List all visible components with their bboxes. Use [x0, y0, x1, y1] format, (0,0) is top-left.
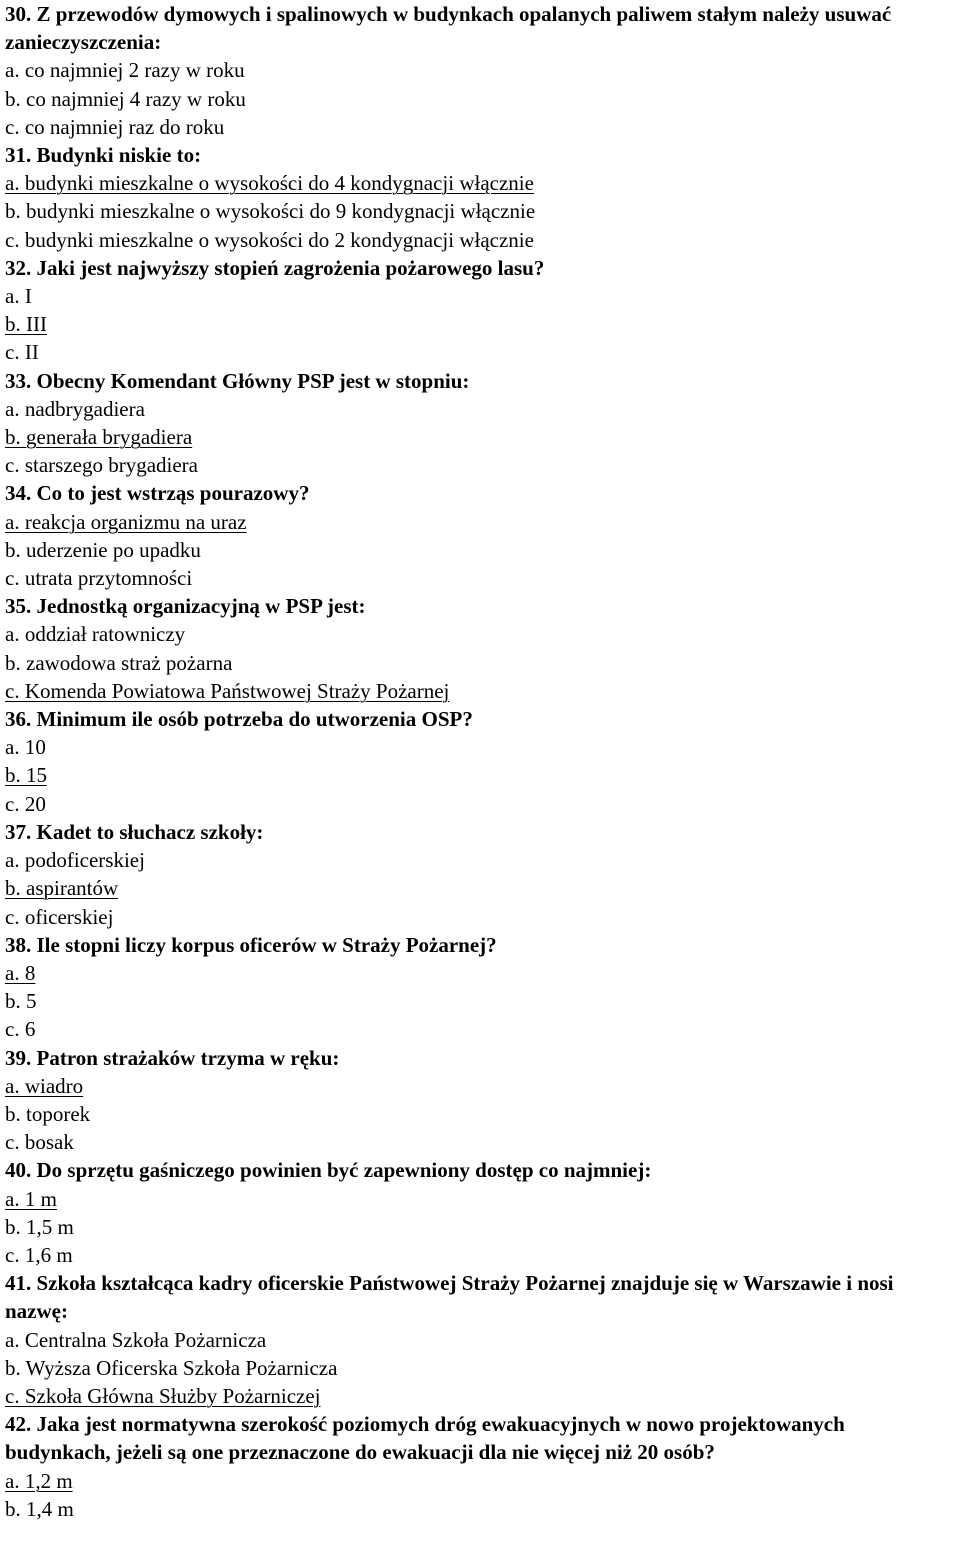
- answer-option: [5, 85, 955, 113]
- answer-text: c. utrata przytomności: [5, 566, 193, 591]
- question-title: 34. Co to jest wstrząs pourazowy?: [5, 481, 310, 506]
- answer-option: [5, 790, 955, 818]
- answer-text: a. podoficerskiej: [5, 848, 145, 873]
- answer-text: b. budynki mieszkalne o wysokości do 9 kondygnacji włącznie: [5, 199, 536, 224]
- answer-option: [5, 733, 955, 761]
- answer-option: [5, 1100, 955, 1128]
- answer-text: c. 6: [5, 1017, 36, 1042]
- question-title: 42. Jaka jest normatywna szerokość poziomych dróg ewakuacyjnych w nowo projektowanych budynkach, jeżeli są one przeznaczone do ewakuacji dla nie więcej niż 20 osób?: [5, 1412, 851, 1465]
- answer-text: c. II: [5, 340, 39, 365]
- answer-option-marked: [5, 761, 955, 789]
- question-title: 40. Do sprzętu gaśniczego powinien być zapewniony dostęp co najmniej:: [5, 1158, 652, 1183]
- question-block: [5, 254, 955, 367]
- answer-text: b. aspirantów: [5, 876, 119, 901]
- answer-option-marked: [5, 1467, 955, 1495]
- question-title: 36. Minimum ile osób potrzeba do utworzenia OSP?: [5, 707, 473, 732]
- answer-text: c. oficerskiej: [5, 904, 114, 929]
- answer-text: b. Wyższa Oficerska Szkoła Pożarnicza: [5, 1355, 338, 1380]
- answer-text: a. oddział ratowniczy: [5, 622, 186, 647]
- answer-option-marked: [5, 1185, 955, 1213]
- answer-option-marked: [5, 874, 955, 902]
- question-title: 33. Obecny Komendant Główny PSP jest w stopniu:: [5, 368, 470, 393]
- question-title: 35. Jednostką organizacyjną w PSP jest:: [5, 594, 366, 619]
- answer-option-marked: [5, 310, 955, 338]
- question-block: [5, 1044, 955, 1157]
- answer-text: c. budynki mieszkalne o wysokości do 2 kondygnacji włącznie: [5, 227, 534, 252]
- question-title: 32. Jaki jest najwyższy stopień zagrożenia pożarowego lasu?: [5, 255, 545, 280]
- answer-option: [5, 451, 955, 479]
- answer-option: [5, 564, 955, 592]
- answer-text: c. Komenda Powiatowa Państwowej Straży Pożarnej: [5, 678, 450, 703]
- answer-text: c. Szkoła Główna Służby Pożarniczej: [5, 1383, 321, 1408]
- answer-option: [5, 1128, 955, 1156]
- question-block: [5, 367, 955, 480]
- answer-option: [5, 536, 955, 564]
- answer-option-marked: [5, 959, 955, 987]
- answer-text: b. co najmniej 4 razy w roku: [5, 86, 246, 111]
- question-block: [5, 592, 955, 705]
- answer-text: a. nadbrygadiera: [5, 396, 145, 421]
- answer-text: a. I: [5, 284, 32, 309]
- question-block: [5, 818, 955, 931]
- question-block: [5, 1156, 955, 1269]
- answer-text: c. 1,6 m: [5, 1242, 73, 1267]
- question-block: [5, 1410, 955, 1523]
- answer-text: b. 5: [5, 989, 37, 1014]
- question-block: [5, 0, 955, 141]
- answer-text: a. Centralna Szkoła Pożarnicza: [5, 1327, 267, 1352]
- answer-option: [5, 1015, 955, 1043]
- answer-text: b. 15: [5, 763, 47, 788]
- answer-text: c. bosak: [5, 1130, 74, 1155]
- question-title: 31. Budynki niskie to:: [5, 143, 202, 168]
- answer-option: [5, 987, 955, 1015]
- answer-option: [5, 620, 955, 648]
- answer-option-marked: [5, 423, 955, 451]
- answer-option-marked: [5, 677, 955, 705]
- quiz-document: [5, 0, 955, 1523]
- question-block: [5, 705, 955, 818]
- answer-option: [5, 1495, 955, 1523]
- answer-option: [5, 846, 955, 874]
- answer-option: [5, 197, 955, 225]
- question-title: 30. Z przewodów dymowych i spalinowych w budynkach opalanych paliwem stałym należy usuwać zanieczyszczenia:: [5, 2, 897, 55]
- answer-text: c. starszego brygadiera: [5, 453, 198, 478]
- answer-text: a. co najmniej 2 razy w roku: [5, 58, 245, 83]
- question-title: 41. Szkoła kształcąca kadry oficerskie Państwowej Straży Pożarnej znajduje się w Warszawie i nosi nazwę:: [5, 1271, 905, 1324]
- question-block: [5, 1269, 955, 1410]
- question-block: [5, 141, 955, 254]
- answer-option: [5, 338, 955, 366]
- answer-text: a. 8: [5, 960, 36, 985]
- question-title: 38. Ile stopni liczy korpus oficerów w Straży Pożarnej?: [5, 932, 497, 957]
- answer-text: b. 1,5 m: [5, 1214, 74, 1239]
- answer-text: b. 1,4 m: [5, 1496, 74, 1521]
- answer-option-marked: [5, 169, 955, 197]
- answer-option: [5, 903, 955, 931]
- answer-text: c. 20: [5, 791, 46, 816]
- question-block: [5, 931, 955, 1044]
- answer-text: b. toporek: [5, 1101, 91, 1126]
- answer-text: a. budynki mieszkalne o wysokości do 4 kondygnacji włącznie: [5, 171, 534, 196]
- question-block: [5, 479, 955, 592]
- answer-text: c. co najmniej raz do roku: [5, 114, 225, 139]
- answer-option: [5, 395, 955, 423]
- answer-text: a. 10: [5, 735, 46, 760]
- answer-option-marked: [5, 508, 955, 536]
- question-title: 37. Kadet to słuchacz szkoły:: [5, 819, 264, 844]
- answer-option: [5, 113, 955, 141]
- answer-text: a. wiadro: [5, 1073, 84, 1098]
- answer-text: b. zawodowa straż pożarna: [5, 650, 233, 675]
- answer-option: [5, 282, 955, 310]
- answer-text: b. III: [5, 312, 47, 337]
- answer-option: [5, 226, 955, 254]
- answer-option: [5, 1241, 955, 1269]
- answer-option: [5, 1354, 955, 1382]
- answer-text: b. generała brygadiera: [5, 425, 193, 450]
- answer-option-marked: [5, 1382, 955, 1410]
- answer-text: a. reakcja organizmu na uraz: [5, 509, 247, 534]
- answer-option: [5, 56, 955, 84]
- answer-text: a. 1 m: [5, 1186, 57, 1211]
- question-title: 39. Patron strażaków trzyma w ręku:: [5, 1045, 340, 1070]
- answer-option-marked: [5, 1072, 955, 1100]
- answer-option: [5, 649, 955, 677]
- answer-text: b. uderzenie po upadku: [5, 537, 201, 562]
- answer-option: [5, 1326, 955, 1354]
- answer-option: [5, 1213, 955, 1241]
- answer-text: a. 1,2 m: [5, 1468, 73, 1493]
